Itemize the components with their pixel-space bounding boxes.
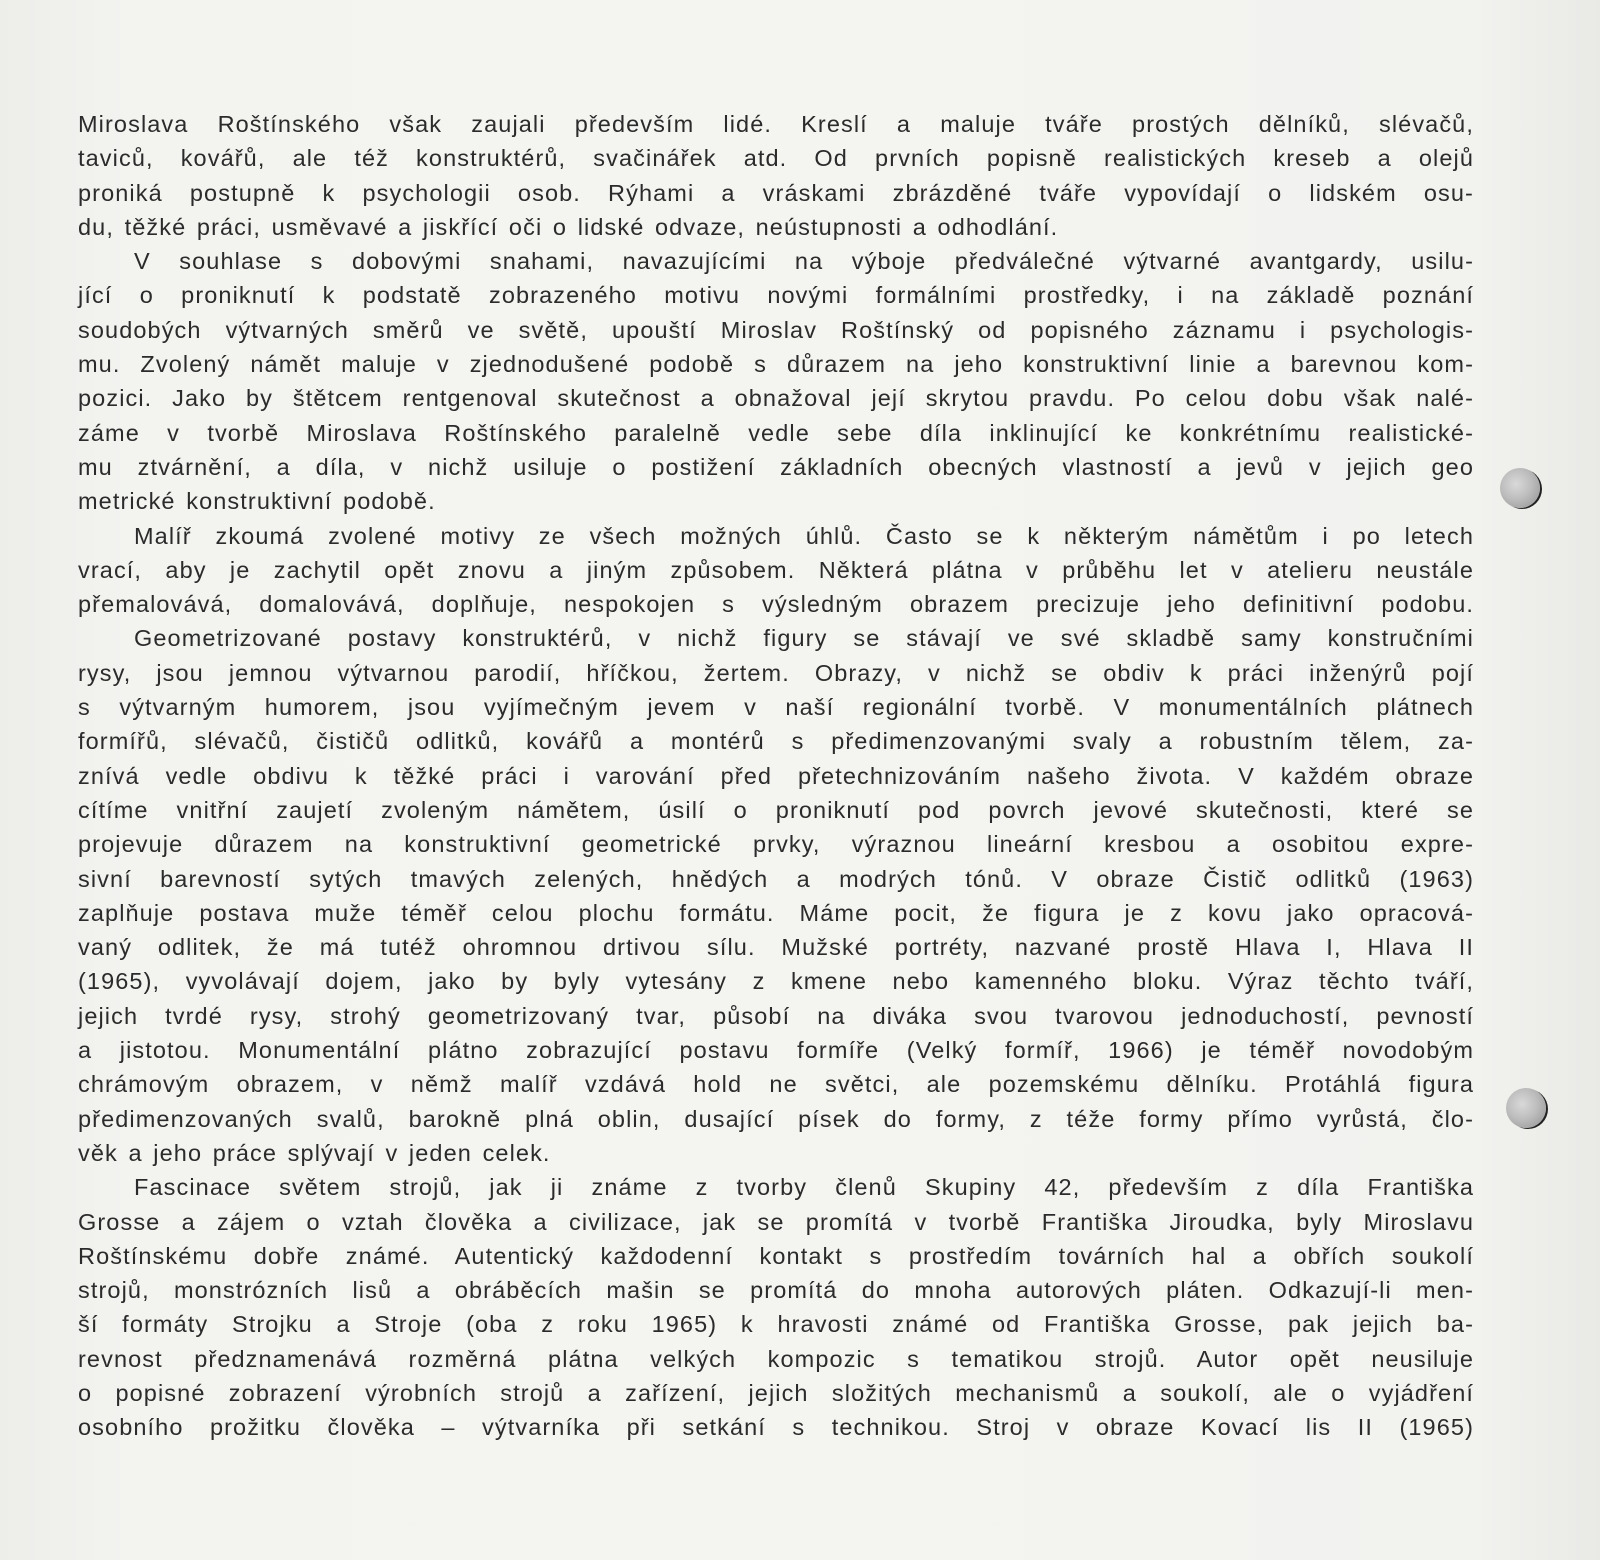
text-line: V souhlase s dobovými snahami, navazujícími na výboje předválečné výtvarné avantgardy, usilu-: [134, 248, 1474, 275]
text-line: cítíme vnitřní zaujetí zvoleným námětem, úsilí o proniknutí pod povrch jevové skutečnosti, které se: [78, 796, 1474, 823]
text-line: formířů, slévačů, čističů odlitků, kovářů a montérů s předimenzovanými svaly a robustním tělem, za-: [78, 728, 1474, 755]
text-line: znívá vedle obdivu k těžké práci i varování před přetechnizováním našeho života. V každém obraze: [78, 762, 1474, 789]
text-line: Roštínskému dobře známé. Autentický každodenní kontakt s prostředím továrních hal a obřích soukolí: [78, 1242, 1474, 1269]
text-line: ší formáty Strojku a Stroje (oba z roku 1965) k hravosti známé od Františka Grosse, pak jejich ba-: [78, 1311, 1474, 1338]
text-line: s výtvarným humorem, jsou vyjímečným jevem v naší regionální tvorbě. V monumentálních plátnech: [78, 694, 1474, 721]
text-line: osobního prožitku člověka – výtvarníka při setkání s technikou. Stroj v obraze Kovací lis II (1965): [78, 1414, 1474, 1441]
text-line: strojů, monstrózních lisů a obráběcích mašin se promítá do mnoha autorových pláten. Odkazují-li men-: [78, 1277, 1474, 1304]
text-line: zaplňuje postava muže téměř celou plochu formátu. Máme pocit, že figura je z kovu jako opracová-: [78, 899, 1474, 926]
text-line: o popisné zobrazení výrobních strojů a zařízení, jejich složitých mechanismů a soukolí, ale o vyjádření: [78, 1379, 1474, 1406]
text-line: a jistotou. Monumentální plátno zobrazující postavu formíře (Velký formíř, 1966) je téměř novodobým: [78, 1037, 1474, 1064]
text-line: věk a jeho práce splývají v jeden celek.: [78, 1139, 551, 1166]
text-line: du, těžké práci, usměvavé a jiskřící oči o lidské odvaze, neústupnosti a odhodlání.: [78, 213, 1059, 240]
text-line: metrické konstruktivní podobě.: [78, 488, 436, 515]
text-line: Miroslava Roštínského však zaujali především lidé. Kreslí a maluje tváře prostých dělníků, slévačů,: [78, 111, 1474, 137]
text-line: rysy, jsou jemnou výtvarnou parodií, hříčkou, žertem. Obrazy, v nichž se obdiv k práci inženýrů pojí: [78, 659, 1474, 686]
text-line: jící o proniknutí k podstatě zobrazeného motivu novými formálními prostředky, i na základě poznání: [78, 282, 1474, 309]
text-line: Fascinace světem strojů, jak ji známe z tvorby členů Skupiny 42, především z díla Františka: [134, 1174, 1474, 1201]
text-line: přemalovává, domalovává, doplňuje, nespokojen s výsledným obrazem precizuje jeho definitivní podobu.: [78, 591, 1474, 618]
text-line: Malíř zkoumá zvolené motivy ze všech možných úhlů. Často se k některým námětům i po letech: [134, 522, 1474, 549]
text-line: soudobých výtvarných směrů ve světě, upouští Miroslav Roštínský od popisného záznamu i psychologis-: [78, 316, 1474, 343]
text-line: mu ztvárnění, a díla, v nichž usiluje o postižení základních obecných vlastností a jevů v jejich geo: [78, 453, 1474, 480]
text-line: sivní barevností sytých tmavých zelených, hnědých a modrých tónů. V obraze Čistič odlitků (1963): [78, 865, 1474, 892]
text-line: chrámovým obrazem, v němž malíř vzdává hold ne světci, ale pozemskému dělníku. Protáhlá figura: [78, 1071, 1474, 1098]
text-line: revnost předznamenává rozměrná plátna velkých kompozic s tematikou strojů. Autor opět neusiluje: [78, 1345, 1474, 1372]
text-line: záme v tvorbě Miroslava Roštínského paralelně vedle sebe díla inklinující ke konkrétnímu realistické-: [78, 419, 1474, 446]
text-line: (1965), vyvolávají dojem, jako by byly vytesány z kmene nebo kamenného bloku. Výraz těchto tváří,: [78, 968, 1474, 995]
text-line: mu. Zvolený námět maluje v zjednodušené podobě s důrazem na jeho konstruktivní linie a barevnou kom-: [78, 351, 1474, 378]
text-line: proniká postupně k psychologii osob. Rýhami a vráskami zbrázděné tváře vypovídají o lidském osu-: [78, 179, 1474, 206]
text-line: jejich tvrdé rysy, strohý geometrizovaný tvar, působí na diváka svou tvarovou jednoduchostí, pevností: [78, 1002, 1474, 1029]
text-line: projevuje důrazem na konstruktivní geometrické prvky, výraznou lineární kresbou a osobitou expre-: [78, 831, 1474, 858]
body-text: [78, 107, 1474, 1445]
text-line: pozici. Jako by štětcem rentgenoval skutečnost a obnažoval její skrytou pravdu. Po celou dobu však nalé-: [78, 385, 1474, 412]
text-line: předimenzovaných svalů, barokně plná oblin, dusající písek do formy, z téže formy přímo vyrůstá, člo-: [78, 1105, 1474, 1132]
punch-hole-icon: [1500, 468, 1540, 508]
text-line: Geometrizované postavy konstruktérů, v nichž figury se stávají ve své skladbě samy konstručními: [134, 625, 1474, 652]
text-line: taviců, kovářů, ale též konstruktérů, svačinářek atd. Od prvních popisně realistických kreseb a olejů: [78, 145, 1474, 172]
text-line: Grosse a zájem o vztah člověka a civilizace, jak se promítá v tvorbě Františka Jiroudka, byly Miroslavu: [78, 1208, 1474, 1235]
text-line: vaný odlitek, že má tutéž ohromnou drtivou sílu. Mužské portréty, nazvané prostě Hlava I, Hlava II: [78, 934, 1474, 961]
punch-hole-icon: [1506, 1088, 1546, 1128]
text-line: vrací, aby je zachytil opět znovu a jiným způsobem. Některá plátna v průběhu let v atelieru neustále: [78, 556, 1474, 583]
